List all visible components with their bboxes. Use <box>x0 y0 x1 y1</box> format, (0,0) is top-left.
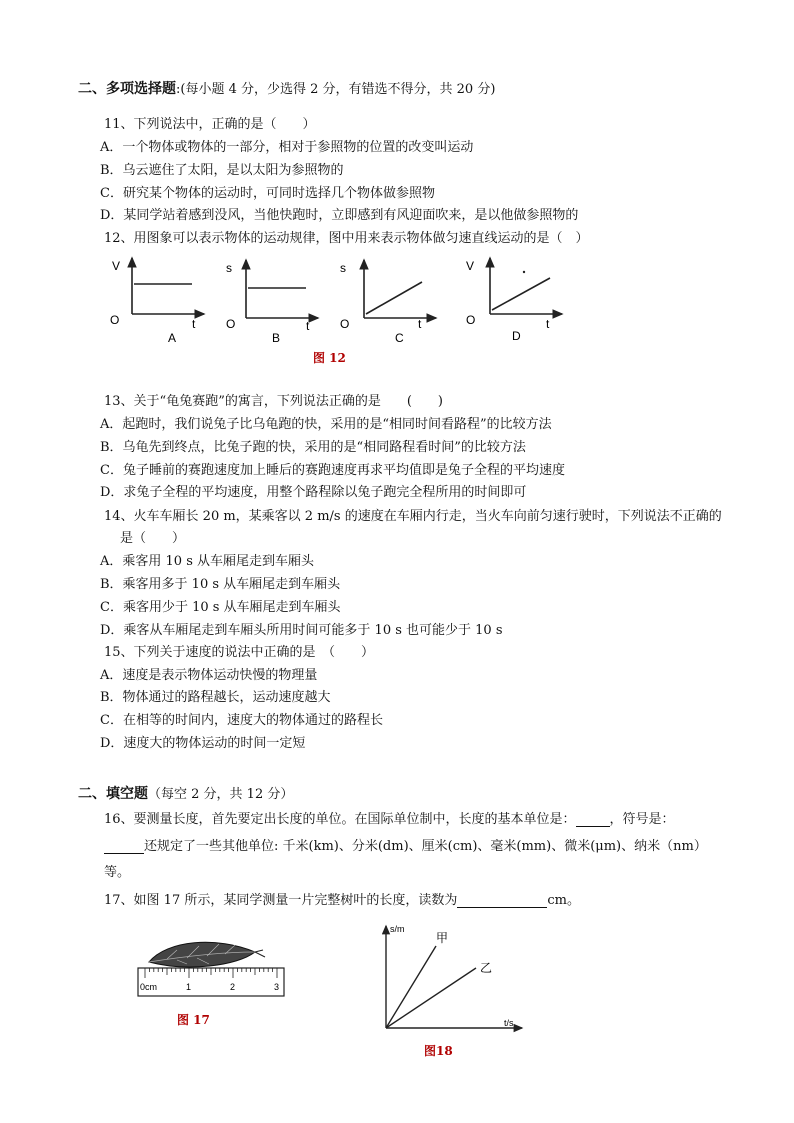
question-14-option-b: B．乘客用多于 10 s 从车厢尾走到车厢头 <box>100 577 341 592</box>
question-17-stem <box>104 889 580 908</box>
question-14-stem-cont: 是（ ） <box>120 531 186 546</box>
question-17-unit: cm。 <box>547 893 580 908</box>
line-yi <box>386 968 476 1028</box>
question-14-option-a: A．乘客用 10 s 从车厢尾走到车厢头 <box>100 554 314 569</box>
question-11-option-c: C．研究某个物体的运动时，可同时选择几个物体做参照物 <box>100 186 435 201</box>
graph-c-origin: O <box>340 317 350 331</box>
graph-b-y-label: s <box>226 261 232 275</box>
graph-d-y-label: V <box>466 259 475 273</box>
question-15-option-b: B．物体通过的路程越长，运动速度越大 <box>100 690 331 705</box>
question-15-option-d: D．速度大的物体运动的时间一定短 <box>100 736 306 751</box>
graph-b <box>226 260 318 345</box>
section-title: 二、填空题 <box>78 786 148 802</box>
graph-c <box>340 260 436 345</box>
question-14-option-c: C．乘客用少于 10 s 从车厢尾走到车厢头 <box>100 600 341 615</box>
ruler-tick-2: 2 <box>230 982 236 992</box>
question-14-option-d: D．乘客从车厢尾走到车厢头所用时间可能多于 10 s 也可能少于 10 s <box>100 623 503 638</box>
graph-c-y-label: s <box>340 261 346 275</box>
question-11-option-b: B．乌云遮住了太阳，是以太阳为参照物的 <box>100 163 344 178</box>
question-16-line-2 <box>104 835 707 854</box>
graph-b-letter: B <box>272 331 281 345</box>
question-16-line-3: 等。 <box>104 865 131 880</box>
question-15-option-c: C．在相等的时间内，速度大的物体通过的路程长 <box>100 713 383 728</box>
graph-d <box>466 258 562 343</box>
line-jia-label: 甲 <box>436 931 449 945</box>
section-note: （每空 2 分，共 12 分） <box>148 787 294 802</box>
graph-d-x-label: t <box>546 317 550 331</box>
question-13-option-b: B．乌龟先到终点，比兔子跑的快，采用的是“相同路程看时间”的比较方法 <box>100 440 526 455</box>
graph-d-line <box>492 278 550 310</box>
ruler-zero-label: 0cm <box>140 982 158 992</box>
ruler-tick-1: 1 <box>186 982 192 992</box>
question-16-text-b: ，符号是： <box>609 812 675 827</box>
question-16-text-a: 16、要测量长度，首先要定出长度的单位。在国际单位制中，长度的基本单位是： <box>104 812 576 827</box>
graph-c-x-label: t <box>418 317 422 331</box>
figure-18-caption: 图18 <box>424 1044 453 1058</box>
question-14-stem: 14、火车车厢长 20 m，某乘客以 2 m/s 的速度在车厢内行走，当火车向前匀速行驶时，下列说法不正确的 <box>104 509 722 524</box>
ruler-tick-3: 3 <box>274 982 280 992</box>
question-11-option-d: D．某同学站着感到没风，当他快跑时，立即感到有风迎面吹来，是以他做参照物的 <box>100 208 579 223</box>
graph-a-x-label: t <box>192 317 196 331</box>
question-16-text-c: 还规定了一些其他单位: 千米(km)、分米(dm)、厘米(cm)、毫米(mm)、微米(μm)、纳米（nm） <box>144 839 707 854</box>
question-12-stem: 12、用图象可以表示物体的运动规律，图中用来表示物体做匀速直线运动的是（ ） <box>104 231 589 246</box>
line-jia <box>386 946 436 1028</box>
graph-a-origin: O <box>110 313 120 327</box>
question-13-stem: 13、关于“龟兔赛跑”的寓言，下列说法正确的是 ( ) <box>104 394 443 409</box>
answer-blank-reading[interactable] <box>457 895 547 908</box>
figure-12-graphs <box>100 252 600 352</box>
graph-a-y-label: V <box>112 259 121 273</box>
line-yi-label: 乙 <box>480 961 493 975</box>
question-13-option-c: C．兔子睡前的赛跑速度加上睡后的赛跑速度再求平均值即是兔子全程的平均速度 <box>100 463 565 478</box>
graph-b-x-label: t <box>306 319 310 333</box>
graph-d-letter: D <box>512 329 521 343</box>
y-axis-label: s/m <box>390 924 405 934</box>
figure-17-caption: 图 17 <box>177 1013 210 1027</box>
figure-12-caption: 图 12 <box>313 351 346 365</box>
graph-a-letter: A <box>168 331 177 345</box>
graph-a <box>110 258 204 345</box>
question-15-stem: 15、下列关于速度的说法中正确的是 （ ） <box>104 645 375 660</box>
section-heading-multiple-choice <box>78 78 495 98</box>
section-heading-fill-in <box>78 783 293 803</box>
question-13-option-a: A．起跑时，我们说兔子比乌龟跑的快，采用的是“相同时间看路程”的比较方法 <box>100 417 552 432</box>
question-11-option-a: A．一个物体或物体的一部分，相对于参照物的位置的改变叫运动 <box>100 140 474 155</box>
figure-18-graph <box>362 918 532 1036</box>
x-axis-label: t/s <box>504 1018 514 1028</box>
figure-17-leaf-ruler <box>137 932 287 1002</box>
section-title: 二、多项选择题 <box>78 81 176 97</box>
graph-d-origin: O <box>466 313 476 327</box>
graph-b-origin: O <box>226 317 236 331</box>
question-17-text: 17、如图 17 所示，某同学测量一片完整树叶的长度，读数为 <box>104 893 458 908</box>
question-13-option-d: D．求兔子全程的平均速度，用整个路程除以兔子跑完全程所用的时间即可 <box>100 485 527 500</box>
section-note: :(每小题 4 分，少选得 2 分，有错选不得分，共 20 分) <box>176 82 496 97</box>
question-16-line-1 <box>104 808 675 827</box>
answer-blank-unit[interactable] <box>576 814 610 827</box>
answer-blank-symbol[interactable] <box>104 841 144 854</box>
question-11-stem: 11、下列说法中，正确的是（ ） <box>104 117 316 132</box>
graph-c-line <box>366 282 422 314</box>
graph-c-letter: C <box>395 331 404 345</box>
question-15-option-a: A．速度是表示物体运动快慢的物理量 <box>100 668 318 683</box>
